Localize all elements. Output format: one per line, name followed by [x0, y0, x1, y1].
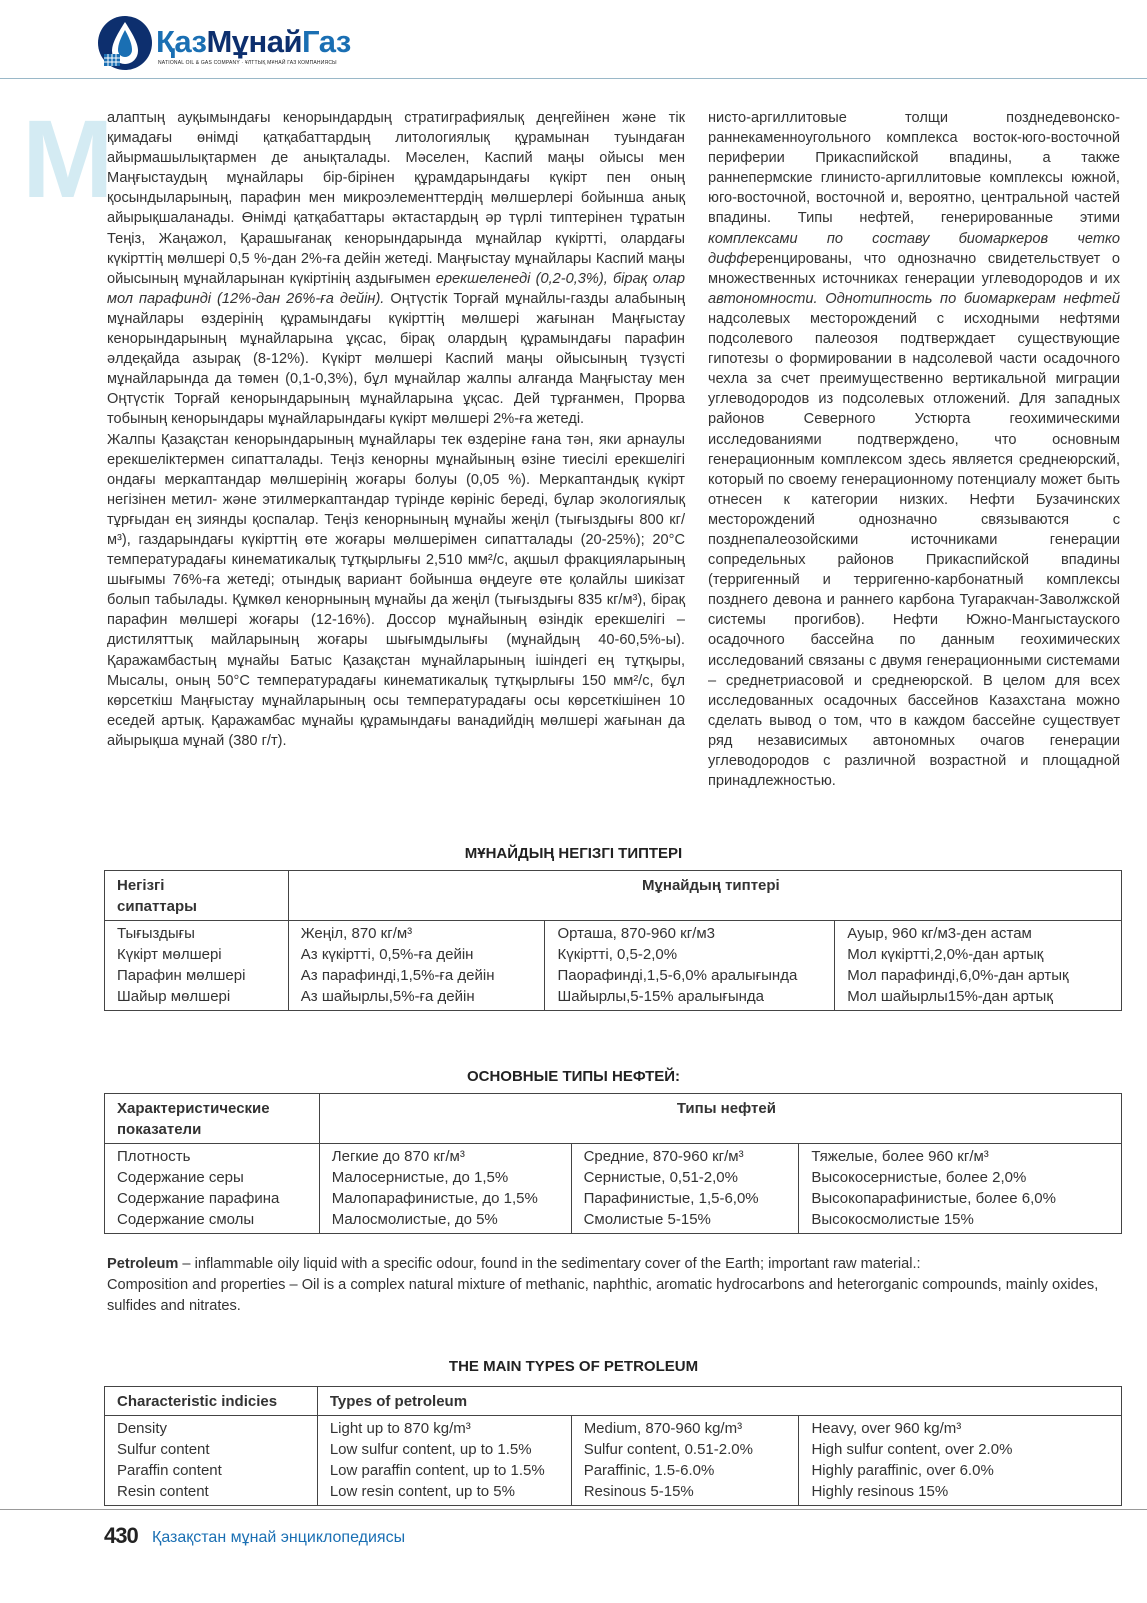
table-cell: Смолистые 5-15% — [571, 1209, 799, 1234]
table-row — [105, 1188, 1122, 1209]
table-cell: Light up to 870 kg/m³ — [317, 1416, 571, 1440]
table-cell: Paraffin content — [105, 1460, 318, 1481]
table-row — [105, 1144, 1122, 1168]
header-rule — [0, 78, 1147, 79]
table-cell: Density — [105, 1416, 318, 1440]
definition-line: Petroleum – inflammable oily liquid with a specific odour, found in the sedimentary cover of the Earth; important raw material.: — [107, 1256, 921, 1272]
table-row — [105, 1481, 1122, 1506]
table-row — [105, 921, 1122, 945]
table-title-en: THE MAIN TYPES OF PETROLEUM — [448, 1358, 699, 1375]
table-cell: Тяжелые, более 960 кг/м³ — [799, 1144, 1122, 1168]
oil-types-table-ru — [104, 1093, 1122, 1234]
table-header-row — [105, 1387, 1122, 1416]
table-cell: Орташа, 870-960 кг/м3 — [545, 921, 835, 945]
table-header-row — [105, 871, 1122, 921]
table-cell: Средние, 870-960 кг/м³ — [571, 1144, 799, 1168]
table-cell: Highly paraffinic, over 6.0% — [799, 1460, 1122, 1481]
table-cell: Мол шайырлы15%-дан артық — [835, 986, 1122, 1011]
table-cell: Плотность — [105, 1144, 320, 1168]
table-cell: Высокосмолистые 15% — [799, 1209, 1122, 1234]
footer-rule — [0, 1509, 1147, 1510]
table-cell: Шайыр мөлшері — [105, 986, 289, 1011]
header-cell: Мұнайдың типтері — [288, 871, 1121, 921]
paragraph: нисто-аргиллитовые толщи позднедевонско-раннекаменноугольного комплекса восток-юго-восточной периферии Прикаспийской впадины, а также раннепермские глинисто-аргиллитовые комплексы южной, юго-восточной, восточной и, вероятно, центральной частей впадины. Типы нефтей, генерированные этими комплексами по составу биомаркеров четко дифференцированы, что однозначно свидетельствует о множественных источниках генерации углеводородов и их автономности. Однотипность по биомаркерам нефтей надсолевых месторождений с исходными нефтями подсолевого палеозоя подтверждает существующие гипотезы о формировании в надсолевой части осадочного чехла за счет преимущественно вертикальной миграции углеводородов из подсолевых отложений. Для западных районов Северного Устюрта геохимическими исследованиями подтверждено, что основным генерационным комплексом здесь является среднеюрский, который по своему генерационному потенциалу может быть отнесен к категории низких. Нефти Бузачинских месторождений однозначно связываются с позднепалеозойскими источниками генерации сопредельных районов Прикаспийской впадины (терригенный и терригенно-карбонатный комплексы позднего девона и раннего карбона Тугаракчан-Заволжской системы прогибов). Нефти Южно-Мангыстауского осадочного бассейна по данным геохимических исследований связаны с двумя генерационными системами – среднетриасовой и среднеюрской. В целом для всех исследованных осадочных бассейнов Казахстана можно сделать вывод о том, что в каждом бассейне существует ряд независимых автономных очагов генерации углеводородов с различной возрастной и площадной принадлежностью. — [708, 110, 1120, 790]
table-cell: Low sulfur content, up to 1.5% — [317, 1439, 571, 1460]
logo-subtitle: NATIONAL OIL & GAS COMPANY · ҰЛТТЫҚ МҰНАЙ ГАЗ КОМПАНИЯСЫ — [158, 60, 337, 66]
table-row — [105, 1209, 1122, 1234]
table-row — [105, 986, 1122, 1011]
table-cell: Low resin content, up to 5% — [317, 1481, 571, 1506]
table-cell: Сернистые, 0,51-2,0% — [571, 1167, 799, 1188]
paragraph: алаптың ауқымындағы кенорындардың стратиграфиялық деңгейінен және тік қимадағы өнімді қатқабаттардың литологиялық құрамынан туындаған айырмашылықтармен де анықталады. Мәселен, Каспий маңы ойысы мен Маңғыстаудың мұнайлары бір-бірінен құрамдарындағы күкірт пен оның қосындыларының, парафин мен микроэлементтердің мөлшерлері бойынша анық айырықшаланады. Өнімді қатқабаттары әктастардың әр түрлі типтерінен тұратын Теңіз, Жаңажол, Қарашығанақ кенорындарында мұнайлар күкіртті, олардағы күкірттің мөлшері 0,5 %-дан 2%-ға дейін жетеді. Маңғыстау мұнайлары Каспий маңы ойысының мұнайларынан күкіртінің аздығымен ерекшеленеді (0,2-0,3%), бірақ олар мол парафинді (12%-дан 26%-ға дейін). Оңтүстік Торғай мұнайлы-газды алабының мұнайлары өздерінің құрамындағы күкірттің мөлшері жағынан Маңғыстау кенорындарының мұнайларына ұқсас, бірақ олардың құрамындағы парафин әлдеқайда азырақ (8-12%). Күкірт мөлшері Каспий маңы ойысының түзүсті мұнайларында да төмен (0,1-0,3%), бұл мұнайлар жалпы алғанда Маңғыстау мен Оңтүстік Торғай кенорындарының мұнайларына ұқсас. Дей тұрғанмен, Прорва тобының кенорындары мұнайларындағы күкірт мөлшері 2%-ға жетеді. — [107, 110, 686, 428]
header-cell: Характеристические показатели — [105, 1094, 320, 1144]
paragraph: Жалпы Қазақстан кенорындарының мұнайлары тек өздеріне ғана тән, яки арнаулы ерекшеліктермен сипатталады. Теңіз кенорны мұнайының өзіне тиесілі ерекшелігі ондағы меркаптандар мөлшерінің жоғары болуы (0,05 %). Меркаптандық күкірт негізінен метил- және этилмеркаптандар түрінде көрініс береді, бұлар экологиялық тұрғыдан ең зиянды қоспалар. Теңіз кенорнының мұнайы жеңіл (тығыздығы 800 кг/м³), газдарындағы күкірттің өте жоғары мөлшерімен сипатталады (20-25%); 20°С температурадағы кинематикалық тұтқырлығы 2,510 мм²/с, ақшыл фракцияларының шығымы 76%-ға жетеді; отындық вариант бойынша өңдеуге өте қолайлы шикізат болып табылады. Құмкөл кенорнының мұнайы да жеңіл (тығыздығы 835 кг/м³), бірақ парафин мөлшері жоғары (12-16%). Доссор мұнайының өзіндік ерекшелігі – дистиляттық майларының жоғары шығымдылығы (мұнайдың 40-60,5%-ы). Қаражамбастың мұнайы Батыс Қазақстан мұнайларының ішіндегі ең тұтқыры, Мысалы, оның 50°С температурадағы кинематикалық тұтқырлығы 150 мм²/с, бұл көрсеткіш Маңғыстау мұнайларының осы температурадағы осы көрсеткішінен 10 еседей артық. Қаражамбас мұнайы құрамындағы ванадийдің мөлшері жағынан да айырықша мұнай (380 г/т). — [107, 431, 685, 749]
table-cell: Парафинистые, 1,5-6,0% — [571, 1188, 799, 1209]
header-cell: Негізгі сипаттары — [105, 871, 289, 921]
table-cell: Highly resinous 15% — [799, 1481, 1122, 1506]
table-cell: Содержание серы — [105, 1167, 320, 1188]
table-title-kz: МҰНАЙДЫҢ НЕГІЗГІ ТИПТЕРІ — [464, 845, 683, 862]
table-cell: Малосернистые, до 1,5% — [319, 1167, 571, 1188]
table-title-ru: ОСНОВНЫЕ ТИПЫ НЕФТЕЙ: — [466, 1068, 681, 1085]
left-text-column — [107, 108, 685, 751]
table-row — [105, 1167, 1122, 1188]
table-cell: Шайырлы,5-15% аралығында — [545, 986, 835, 1011]
table-row — [105, 1416, 1122, 1440]
table-cell: Sulfur content — [105, 1439, 318, 1460]
company-logo — [96, 14, 396, 74]
header-cell: Типы нефтей — [319, 1094, 1121, 1144]
table-cell: Высокопарафинистые, более 6,0% — [799, 1188, 1122, 1209]
table-cell: Малопарафинистые, до 1,5% — [319, 1188, 571, 1209]
page-number: 430 — [104, 1523, 138, 1548]
table-row — [105, 965, 1122, 986]
table-cell: Sulfur content, 0.51-2.0% — [571, 1439, 799, 1460]
table-cell: Resinous 5-15% — [571, 1481, 799, 1506]
table-cell: High sulfur content, over 2.0% — [799, 1439, 1122, 1460]
oil-types-table-kz — [104, 870, 1122, 1011]
table-cell: Аз шайырлы,5%-ға дейін — [288, 986, 545, 1011]
table-cell: Аз парафинді,1,5%-ға дейін — [288, 965, 545, 986]
table-cell: Paraffinic, 1.5-6.0% — [571, 1460, 799, 1481]
table-row — [105, 1439, 1122, 1460]
table-cell: Парафин мөлшері — [105, 965, 289, 986]
table-cell: Ауыр, 960 кг/м3-ден астам — [835, 921, 1122, 945]
book-title: Қазақстан мұнай энциклопедиясы — [152, 1529, 406, 1546]
table-cell: Мол парафинді,6,0%-дан артық — [835, 965, 1122, 986]
table-cell: Resin content — [105, 1481, 318, 1506]
definition-line: Composition and properties – Oil is a complex natural mixture of methanic, naphthic, aromatic hydrocarbons and heterorganic compounds, mainly oxides, sulfides and nitrates. — [107, 1277, 1099, 1314]
right-text-column — [708, 108, 1120, 791]
drop-cap: М — [22, 98, 114, 221]
table-row — [105, 1460, 1122, 1481]
table-row — [105, 944, 1122, 965]
table-cell: Мол күкіртті,2,0%-дан артық — [835, 944, 1122, 965]
table-cell: Аз күкіртті, 0,5%-ға дейін — [288, 944, 545, 965]
english-definition — [107, 1254, 1122, 1317]
table-cell: Паорафинді,1,5-6,0% аралығында — [545, 965, 835, 986]
kazmunaygas-emblem-icon — [96, 14, 154, 72]
table-cell: Күкіртті, 0,5-2,0% — [545, 944, 835, 965]
table-cell: Тығыздығы — [105, 921, 289, 945]
table-cell: Легкие до 870 кг/м³ — [319, 1144, 571, 1168]
table-cell: Medium, 870-960 kg/m³ — [571, 1416, 799, 1440]
table-cell: Высокосернистые, более 2,0% — [799, 1167, 1122, 1188]
table-cell: Жеңіл, 870 кг/м³ — [288, 921, 545, 945]
header-cell: Characteristic indicies — [105, 1387, 318, 1416]
table-cell: Heavy, over 960 kg/m³ — [799, 1416, 1122, 1440]
header-cell: Types of petroleum — [317, 1387, 1121, 1416]
table-cell: Содержание парафина — [105, 1188, 320, 1209]
table-cell: Low paraffin content, up to 1.5% — [317, 1460, 571, 1481]
oil-types-table-en — [104, 1386, 1122, 1506]
table-cell: Малосмолистые, до 5% — [319, 1209, 571, 1234]
logo-wordmark: ҚазМұнайГаз — [156, 24, 351, 59]
table-header-row — [105, 1094, 1122, 1144]
table-cell: Күкірт мөлшері — [105, 944, 289, 965]
table-cell: Содержание смолы — [105, 1209, 320, 1234]
